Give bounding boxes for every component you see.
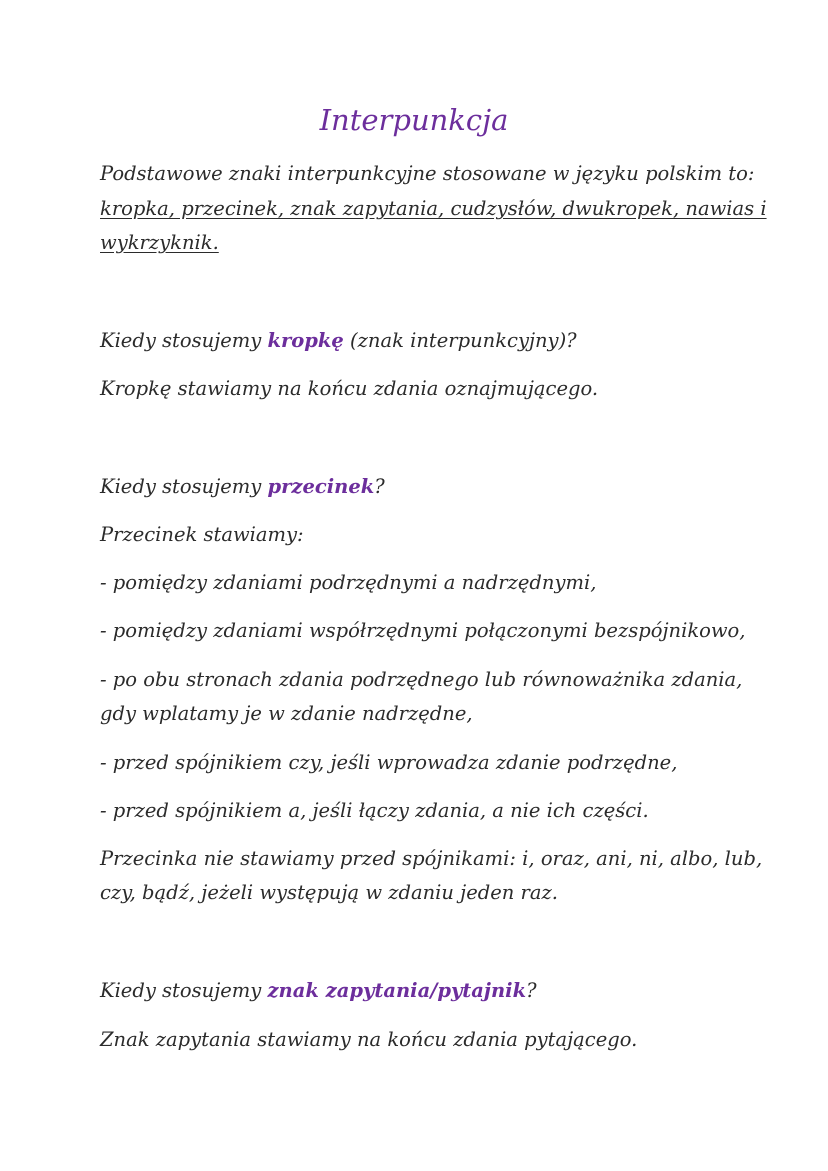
- intro-line-1: Podstawowe znaki interpunkcyjne stosowane w języku polskim to:: [100, 162, 755, 185]
- answer-kropka: Kropkę stawiamy na końcu zdania oznajmującego.: [100, 377, 599, 400]
- highlight-term-kropka: kropkę: [267, 329, 344, 352]
- intro-line-3: wykrzyknik.: [100, 231, 219, 254]
- question-kropka: [100, 324, 740, 358]
- question-suffix: (znak interpunkcyjny)?: [343, 329, 577, 352]
- question-pytajnik: [100, 974, 740, 1008]
- answer-pytajnik: Znak zapytania stawiamy na końcu zdania pytającego.: [100, 1028, 638, 1051]
- page-title: Interpunkcja: [319, 103, 509, 137]
- question-suffix: ?: [374, 475, 385, 498]
- question-przecinek: [100, 470, 740, 504]
- intro-line-2: kropka, przecinek, znak zapytania, cudzysłów, dwukropek, nawias i: [100, 197, 767, 220]
- przecinek-rule-3-line-2: gdy wplatamy je w zdanie nadrzędne,: [100, 702, 473, 725]
- przecinek-rule-1: - pomiędzy zdaniami podrzędnymi a nadrzędnymi,: [100, 571, 597, 594]
- question-prefix: Kiedy stosujemy: [100, 475, 268, 498]
- highlight-term-pytajnik: znak zapytania/pytajnik: [267, 979, 527, 1002]
- przecinek-rule-3-line-1: - po obu stronach zdania podrzędnego lub równoważnika zdania,: [100, 668, 743, 691]
- highlight-term-przecinek: przecinek: [267, 475, 375, 498]
- przecinek-rule-5: - przed spójnikiem a, jeśli łączy zdania, a nie ich części.: [100, 799, 649, 822]
- przecinek-rule-4: - przed spójnikiem czy, jeśli wprowadza zdanie podrzędne,: [100, 751, 678, 774]
- question-suffix: ?: [526, 979, 537, 1002]
- przecinek-lead: Przecinek stawiamy:: [100, 523, 304, 546]
- przecinek-note-line-2: czy, bądź, jeżeli występują w zdaniu jeden raz.: [100, 881, 558, 904]
- przecinek-note-line-1: Przecinka nie stawiamy przed spójnikami: i, oraz, ani, ni, albo, lub,: [100, 847, 763, 870]
- przecinek-rule-2: - pomiędzy zdaniami współrzędnymi połączonymi bezspójnikowo,: [100, 619, 746, 642]
- question-prefix: Kiedy stosujemy: [100, 979, 268, 1002]
- question-prefix: Kiedy stosujemy: [100, 329, 268, 352]
